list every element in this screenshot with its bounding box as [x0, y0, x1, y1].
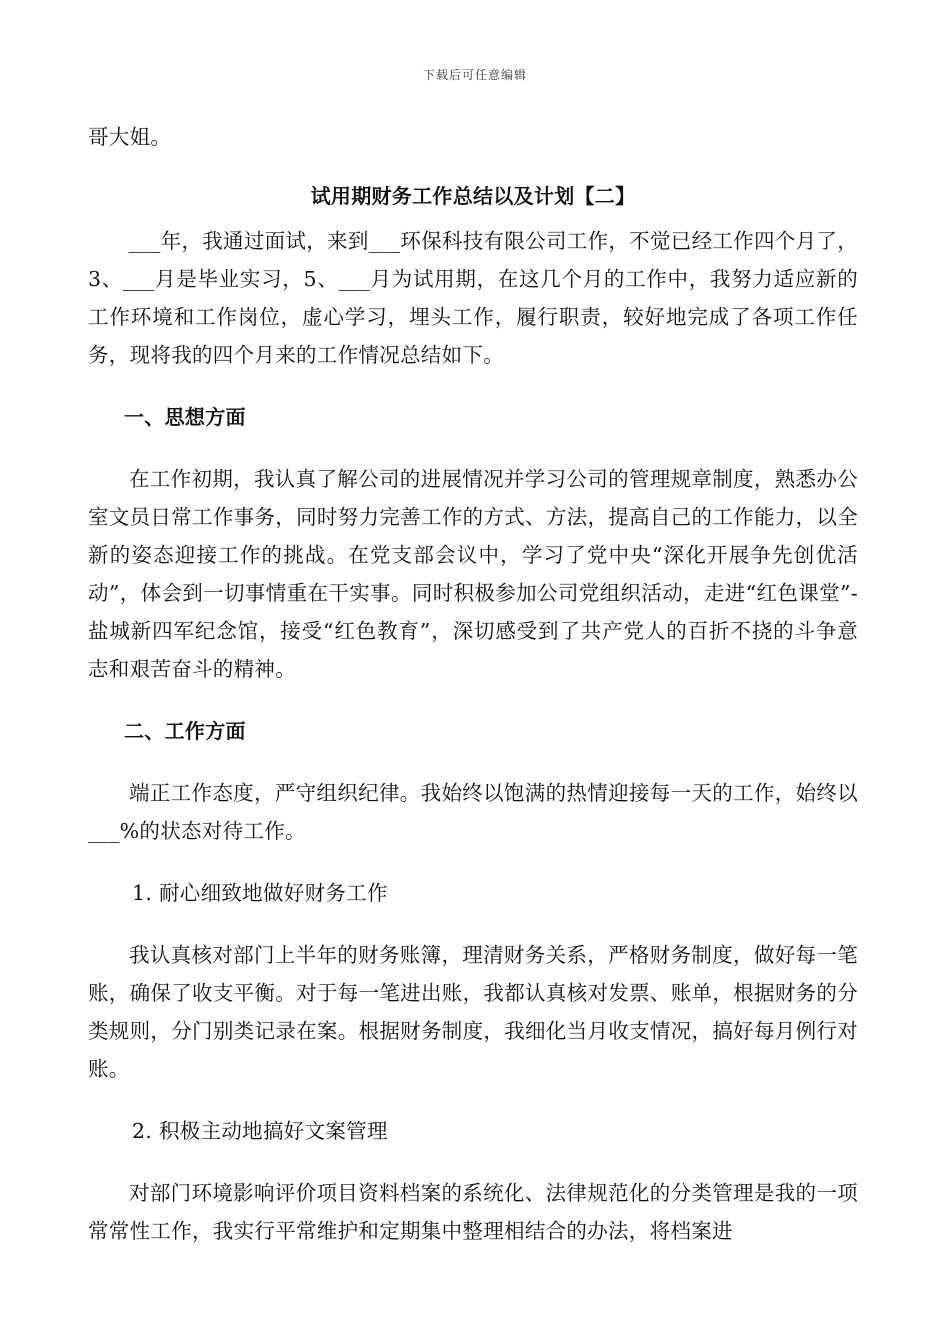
- finance-paragraph: 我认真核对部门上半年的财务账簿，理清财务关系，严格财务制度，做好每一笔账，确保了收支平衡。对于每一笔进出账，我都认真核对发票、账单，根据财务的分类规则，分门别类记录在案。根据财务制度，我细化当月收支情况，搞好每月例行对账。: [88, 943, 858, 1081]
- documents-paragraph: 对部门环境影响评价项目资料档案的系统化、法律规范化的分类管理是我的一项常常性工作，我实行平常维护和定期集中整理相结合的办法，将档案进: [88, 1181, 858, 1243]
- lead-line: 哥大姐。: [88, 125, 172, 149]
- document-body: [88, 118, 858, 1250]
- document-title: 试用期财务工作总结以及计划【二】: [310, 184, 636, 208]
- section-heading-work: 二、工作方面: [124, 719, 246, 743]
- subheading-finance: 1. 耐心细致地做好财务工作: [132, 881, 388, 905]
- section-heading-thought: 一、思想方面: [124, 405, 246, 429]
- subheading-documents: 2. 积极主动地搞好文案管理: [132, 1119, 388, 1143]
- page-header: 下载后可任意编辑: [422, 68, 527, 82]
- section-work-paragraph: 端正工作态度，严守组织纪律。我始终以饱满的热情迎接每一天的工作，始终以___%的状态对待工作。: [88, 781, 858, 843]
- section-thought-paragraph: 在工作初期，我认真了解公司的进展情况并学习公司的管理规章制度，熟悉办公室文员日常工作事务，同时努力完善工作的方式、方法，提高自己的工作能力，以全新的姿态迎接工作的挑战。在党支部会议中，学习了党中央“深化开展争先创优活动”，体会到一切事情重在干实事。同时积极参加公司党组织活动，走进“红色课堂”-盐城新四军纪念馆，接受“红色教育”，深切感受到了共产党人的百折不挠的斗争意志和艰苦奋斗的精神。: [88, 467, 858, 681]
- intro-paragraph: ___年，我通过面试，来到___环保科技有限公司工作，不觉已经工作四个月了，3、___月是毕业实习，5、___月为试用期，在这几个月的工作中，我努力适应新的工作环境和工作岗位，虚心学习，埋头工作，履行职责，较好地完成了各项工作任务，现将我的四个月来的工作情况总结如下。: [88, 229, 858, 367]
